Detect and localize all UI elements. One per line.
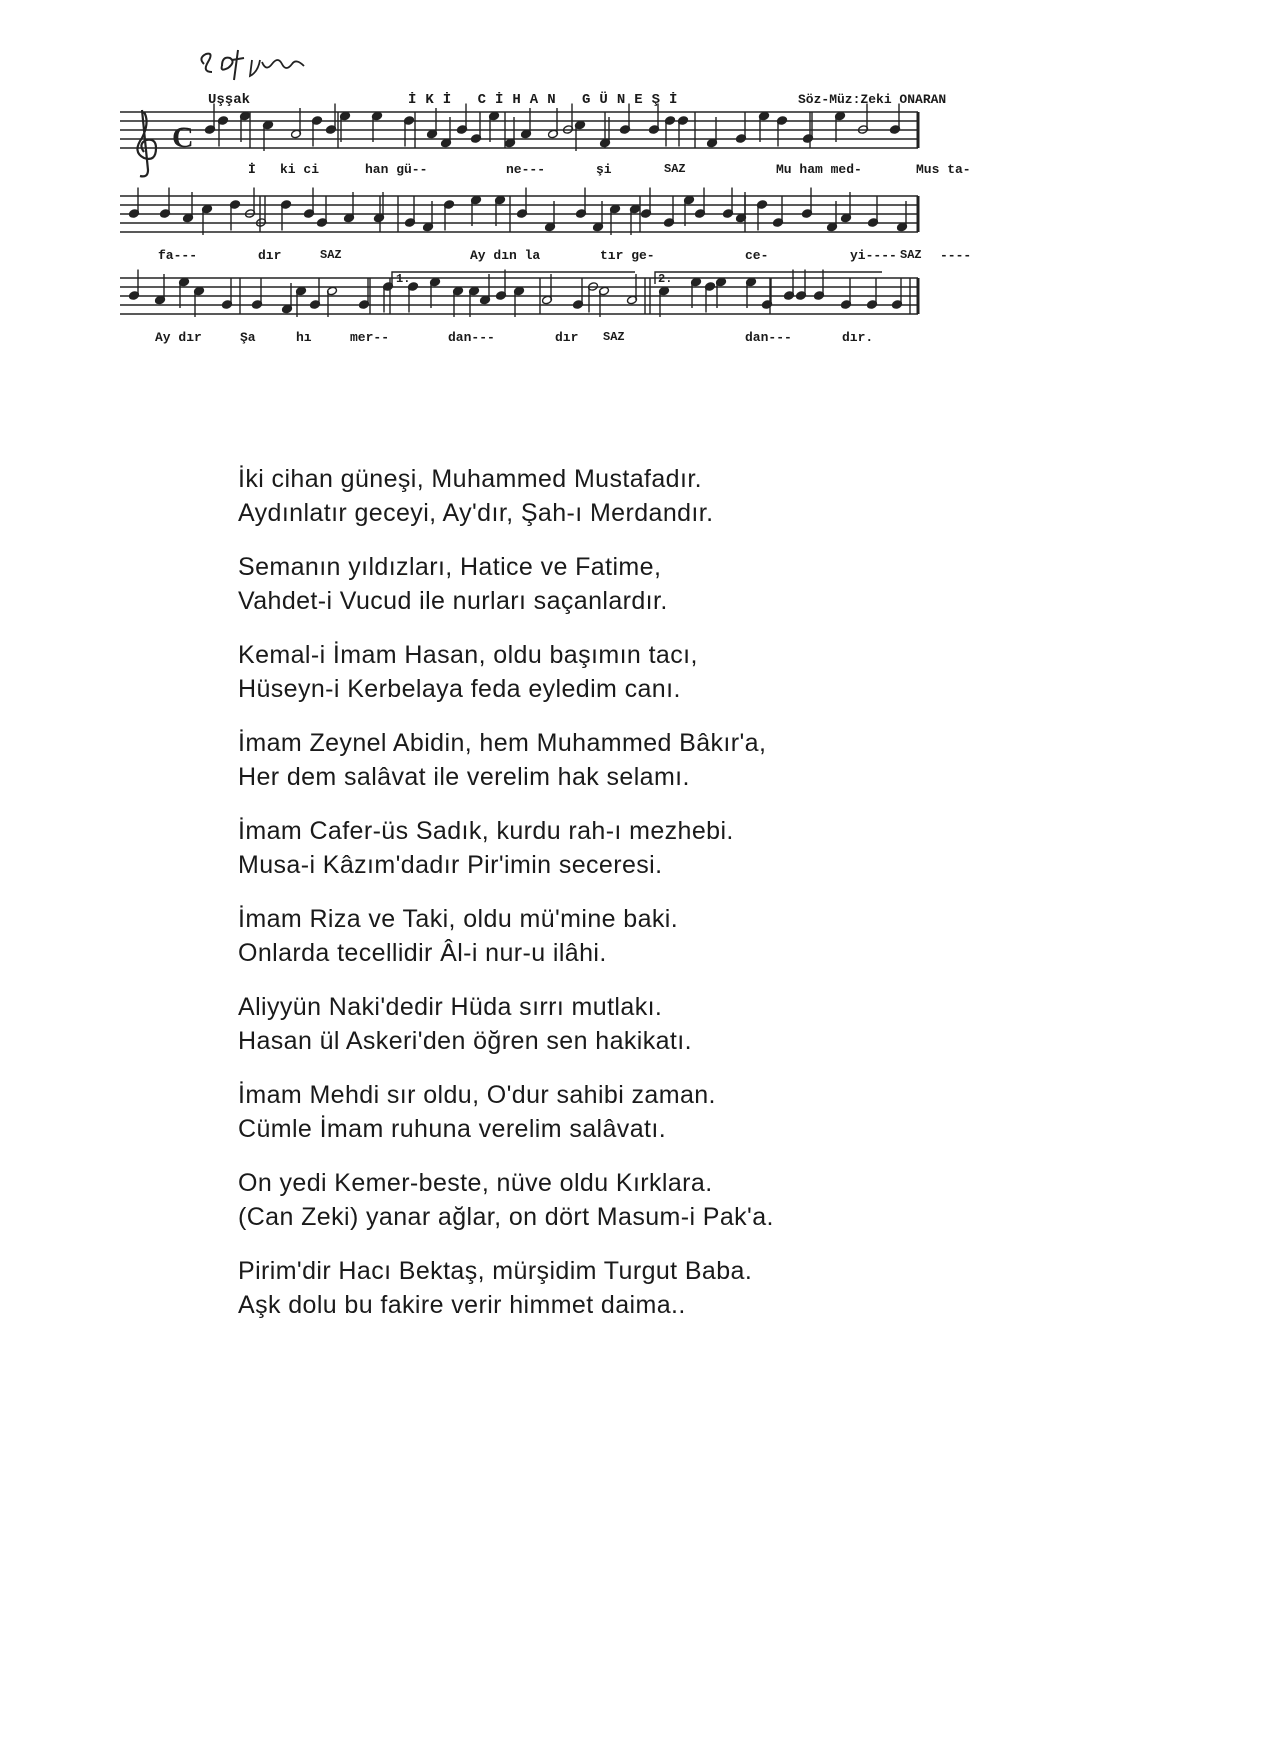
lyric-syllable: dan---	[448, 330, 495, 345]
poem-line: (Can Zeki) yanar ağlar, on dört Masum-i Pak'a.	[238, 1203, 774, 1231]
poem-stanza	[238, 726, 938, 794]
poem-line: Aydınlatır geceyi, Ay'dır, Şah-ı Merdandır.	[238, 499, 714, 527]
poem-line: İmam Riza ve Taki, oldu mü'mine baki.	[238, 905, 679, 933]
poem-line: Aşk dolu bu fakire verir himmet daima..	[238, 1291, 686, 1319]
poem-line: İki cihan güneşi, Muhammed Mustafadır.	[238, 465, 703, 493]
saz-marker: SAZ	[900, 248, 922, 262]
poem-stanza	[238, 990, 938, 1058]
poem-line: Hüseyn-i Kerbelaya feda eyledim canı.	[238, 675, 681, 703]
song-title: İKİ CİHAN GÜNEŞİ	[408, 92, 687, 108]
poem-line: Musa-i Kâzım'dadır Pir'imin seceresi.	[238, 851, 663, 879]
handwritten-note	[198, 42, 318, 82]
poem-line: Onlarda tecellidir Âl-i nur-u ilâhi.	[238, 939, 607, 967]
poem-line: Her dem salâvat ile verelim hak selamı.	[238, 763, 690, 791]
saz-marker: SAZ	[664, 162, 686, 176]
makam-label: Uşşak	[208, 92, 251, 108]
score-lyrics-line-2	[0, 248, 1264, 268]
poem-line: İmam Mehdi sır oldu, O'dur sahibi zaman.	[238, 1081, 716, 1109]
volta-first-ending: 1.	[396, 272, 411, 286]
poem-line: On yedi Kemer-beste, nüve oldu Kırklara.	[238, 1169, 713, 1197]
poem-stanza	[238, 902, 938, 970]
time-signature: C	[172, 121, 194, 154]
lyric-syllable: Mu ham med-	[776, 162, 862, 177]
poem-stanza	[238, 1254, 938, 1322]
lyric-syllable: Mus ta-	[916, 162, 971, 177]
poem-line: İmam Cafer-üs Sadık, kurdu rah-ı mezhebi.	[238, 817, 734, 845]
lyric-syllable: dır	[258, 248, 282, 263]
lyric-syllable: Şa	[240, 330, 256, 345]
saz-marker: SAZ	[603, 330, 625, 344]
poem-stanza	[238, 1078, 938, 1146]
composer-credit: Söz-Müz:Zeki ONARAN	[798, 92, 947, 107]
lyric-syllable: şi	[596, 162, 612, 177]
poem-line: Aliyyün Naki'dedir Hüda sırrı mutlakı.	[238, 993, 663, 1021]
poem-line: Vahdet-i Vucud ile nurları saçanlardır.	[238, 587, 668, 615]
lyric-syllable: ----	[940, 248, 972, 263]
volta-second-ending: 2.	[658, 272, 673, 286]
poem-line: Cümle İmam ruhuna verelim salâvatı.	[238, 1115, 667, 1143]
poem-stanza	[238, 638, 938, 706]
score-lyrics-line-3	[0, 330, 1264, 350]
poem-stanza	[238, 462, 938, 530]
lyric-syllable: ce-	[745, 248, 769, 263]
lyric-syllable: İ	[248, 162, 256, 177]
saz-marker: SAZ	[320, 248, 342, 262]
lyric-syllable: fa---	[158, 248, 198, 263]
poem-line: Kemal-i İmam Hasan, oldu başımın tacı,	[238, 641, 698, 669]
poem-line: İmam Zeynel Abidin, hem Muhammed Bâkır'a,	[238, 729, 767, 757]
lyric-syllable: tır ge-	[600, 248, 655, 263]
poem-line: Hasan ül Askeri'den öğren sen hakikatı.	[238, 1027, 692, 1055]
lyric-syllable: ne---	[506, 162, 546, 177]
lyric-syllable: Ay dır	[155, 330, 202, 345]
poem-stanza	[238, 550, 938, 618]
poem-text	[238, 462, 938, 1342]
poem-line: Semanın yıldızları, Hatice ve Fatime,	[238, 553, 662, 581]
lyric-syllable: yi----	[850, 248, 897, 263]
poem-stanza	[238, 814, 938, 882]
lyric-syllable: ki ci	[280, 162, 320, 177]
lyric-syllable: dır	[555, 330, 579, 345]
lyric-syllable: hı	[296, 330, 312, 345]
lyric-syllable: han gü--	[365, 162, 428, 177]
poem-stanza	[238, 1166, 938, 1234]
poem-line: Pirim'dir Hacı Bektaş, mürşidim Turgut Baba.	[238, 1257, 753, 1285]
lyric-syllable: mer--	[350, 330, 390, 345]
lyric-syllable: dır.	[842, 330, 874, 345]
lyric-syllable: dan---	[745, 330, 792, 345]
lyric-syllable: Ay dın la	[470, 248, 541, 263]
score-lyrics-line-1	[0, 162, 1264, 182]
